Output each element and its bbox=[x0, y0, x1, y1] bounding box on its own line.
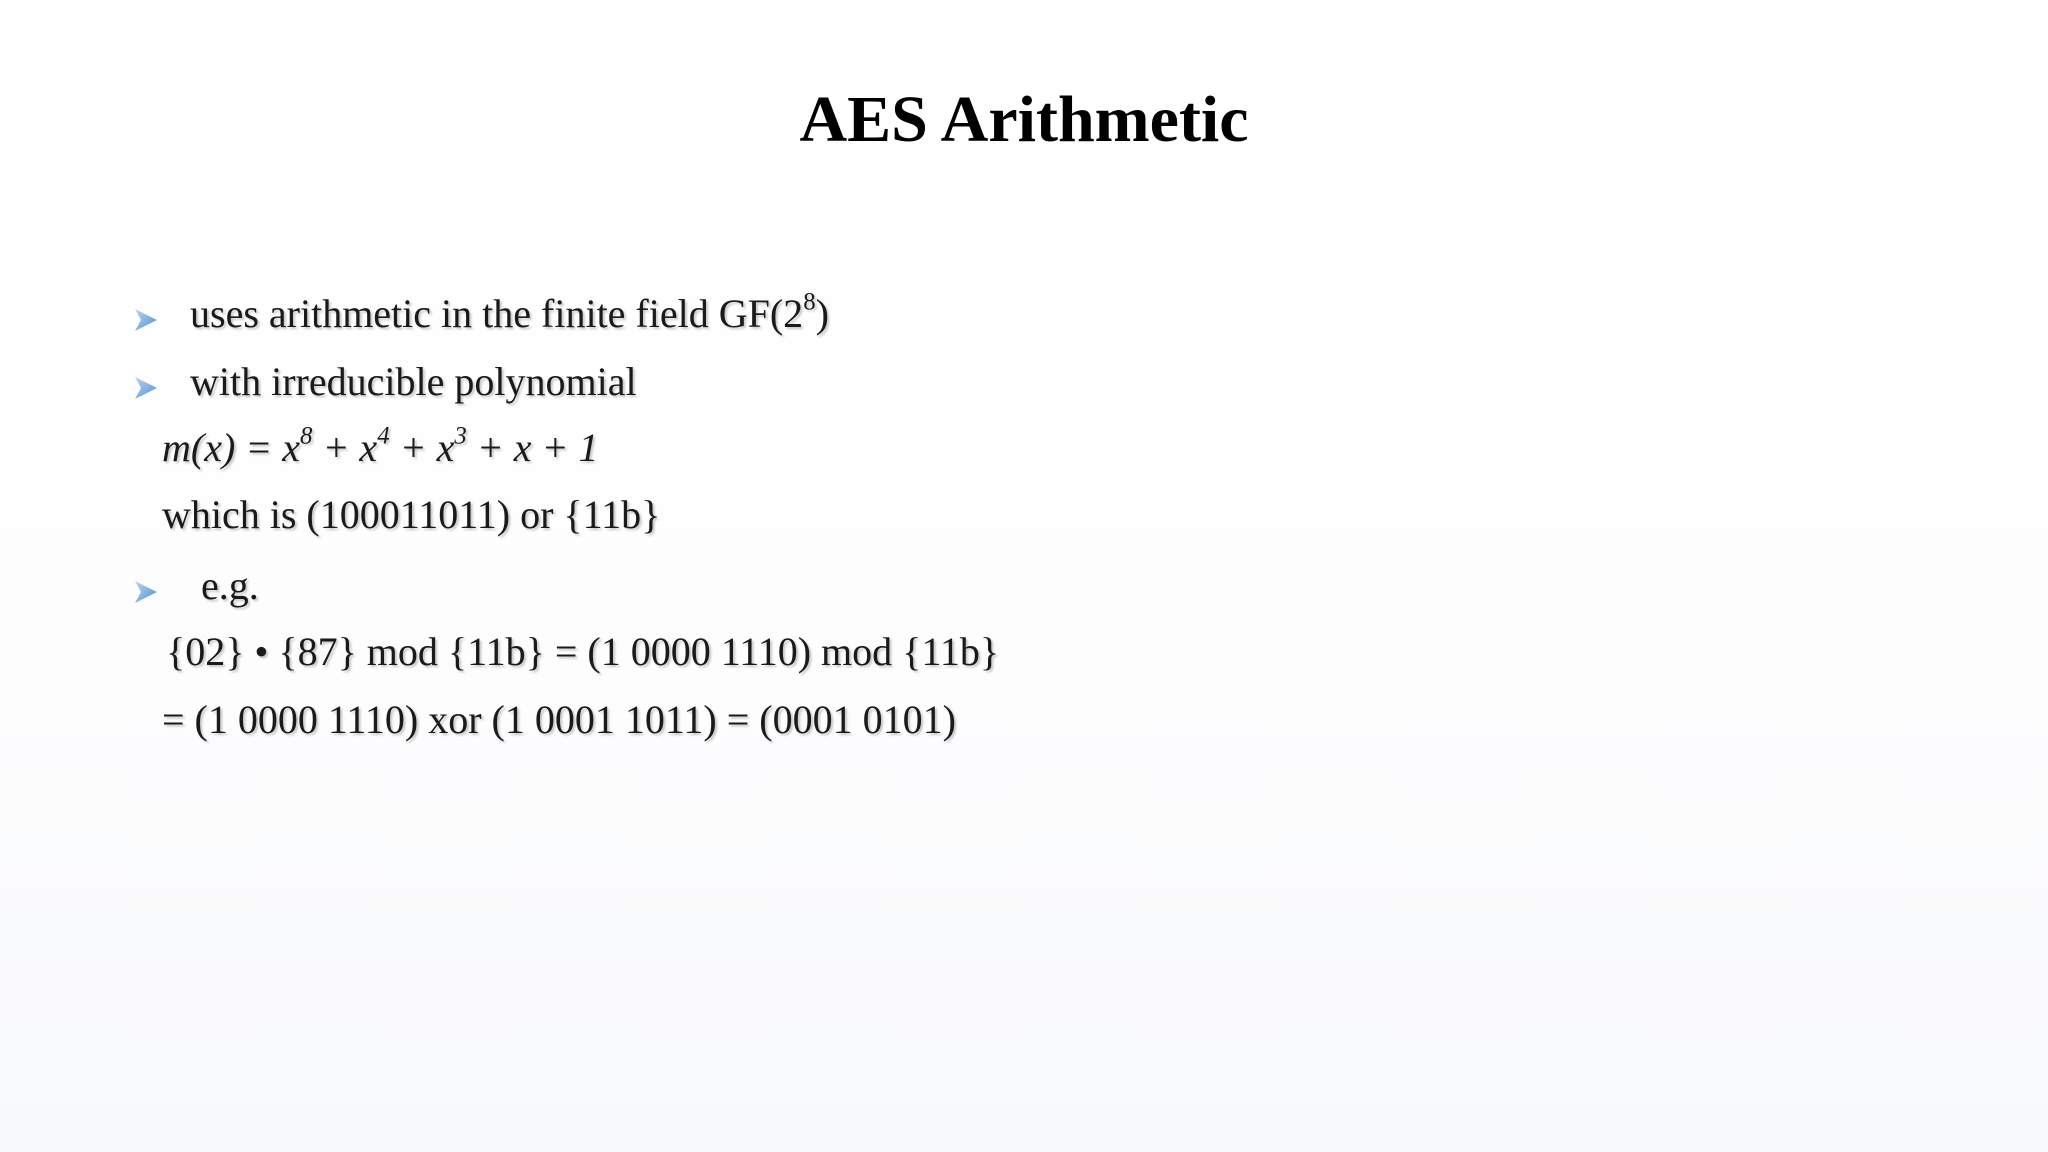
example-line-2: = (1 0000 1110) xor (1 0001 1011) = (0001 0101) bbox=[162, 697, 956, 742]
polynomial-expression: $m(x) = x^8 + x^4 + x^3 + x + 1$ bbox=[162, 422, 599, 470]
arrow-bullet-icon bbox=[133, 306, 159, 334]
bullet-irreducible-polynomial: with irreducible polynomial bbox=[190, 359, 637, 404]
arrow-bullet-icon bbox=[133, 578, 159, 606]
example-line-1: {02} • {87} mod {11b} = (1 0000 1110) mod {11b} bbox=[166, 629, 1000, 674]
arrow-bullet-icon bbox=[133, 374, 159, 402]
slide-title: AES Arithmetic bbox=[799, 83, 1249, 156]
bullet-finite-field: uses arithmetic in the finite field $GF(2^8)$ bbox=[190, 288, 829, 336]
bullet-example: e.g. bbox=[201, 563, 259, 608]
polynomial-binary-form: which is (100011011) or {11b} bbox=[162, 492, 661, 537]
